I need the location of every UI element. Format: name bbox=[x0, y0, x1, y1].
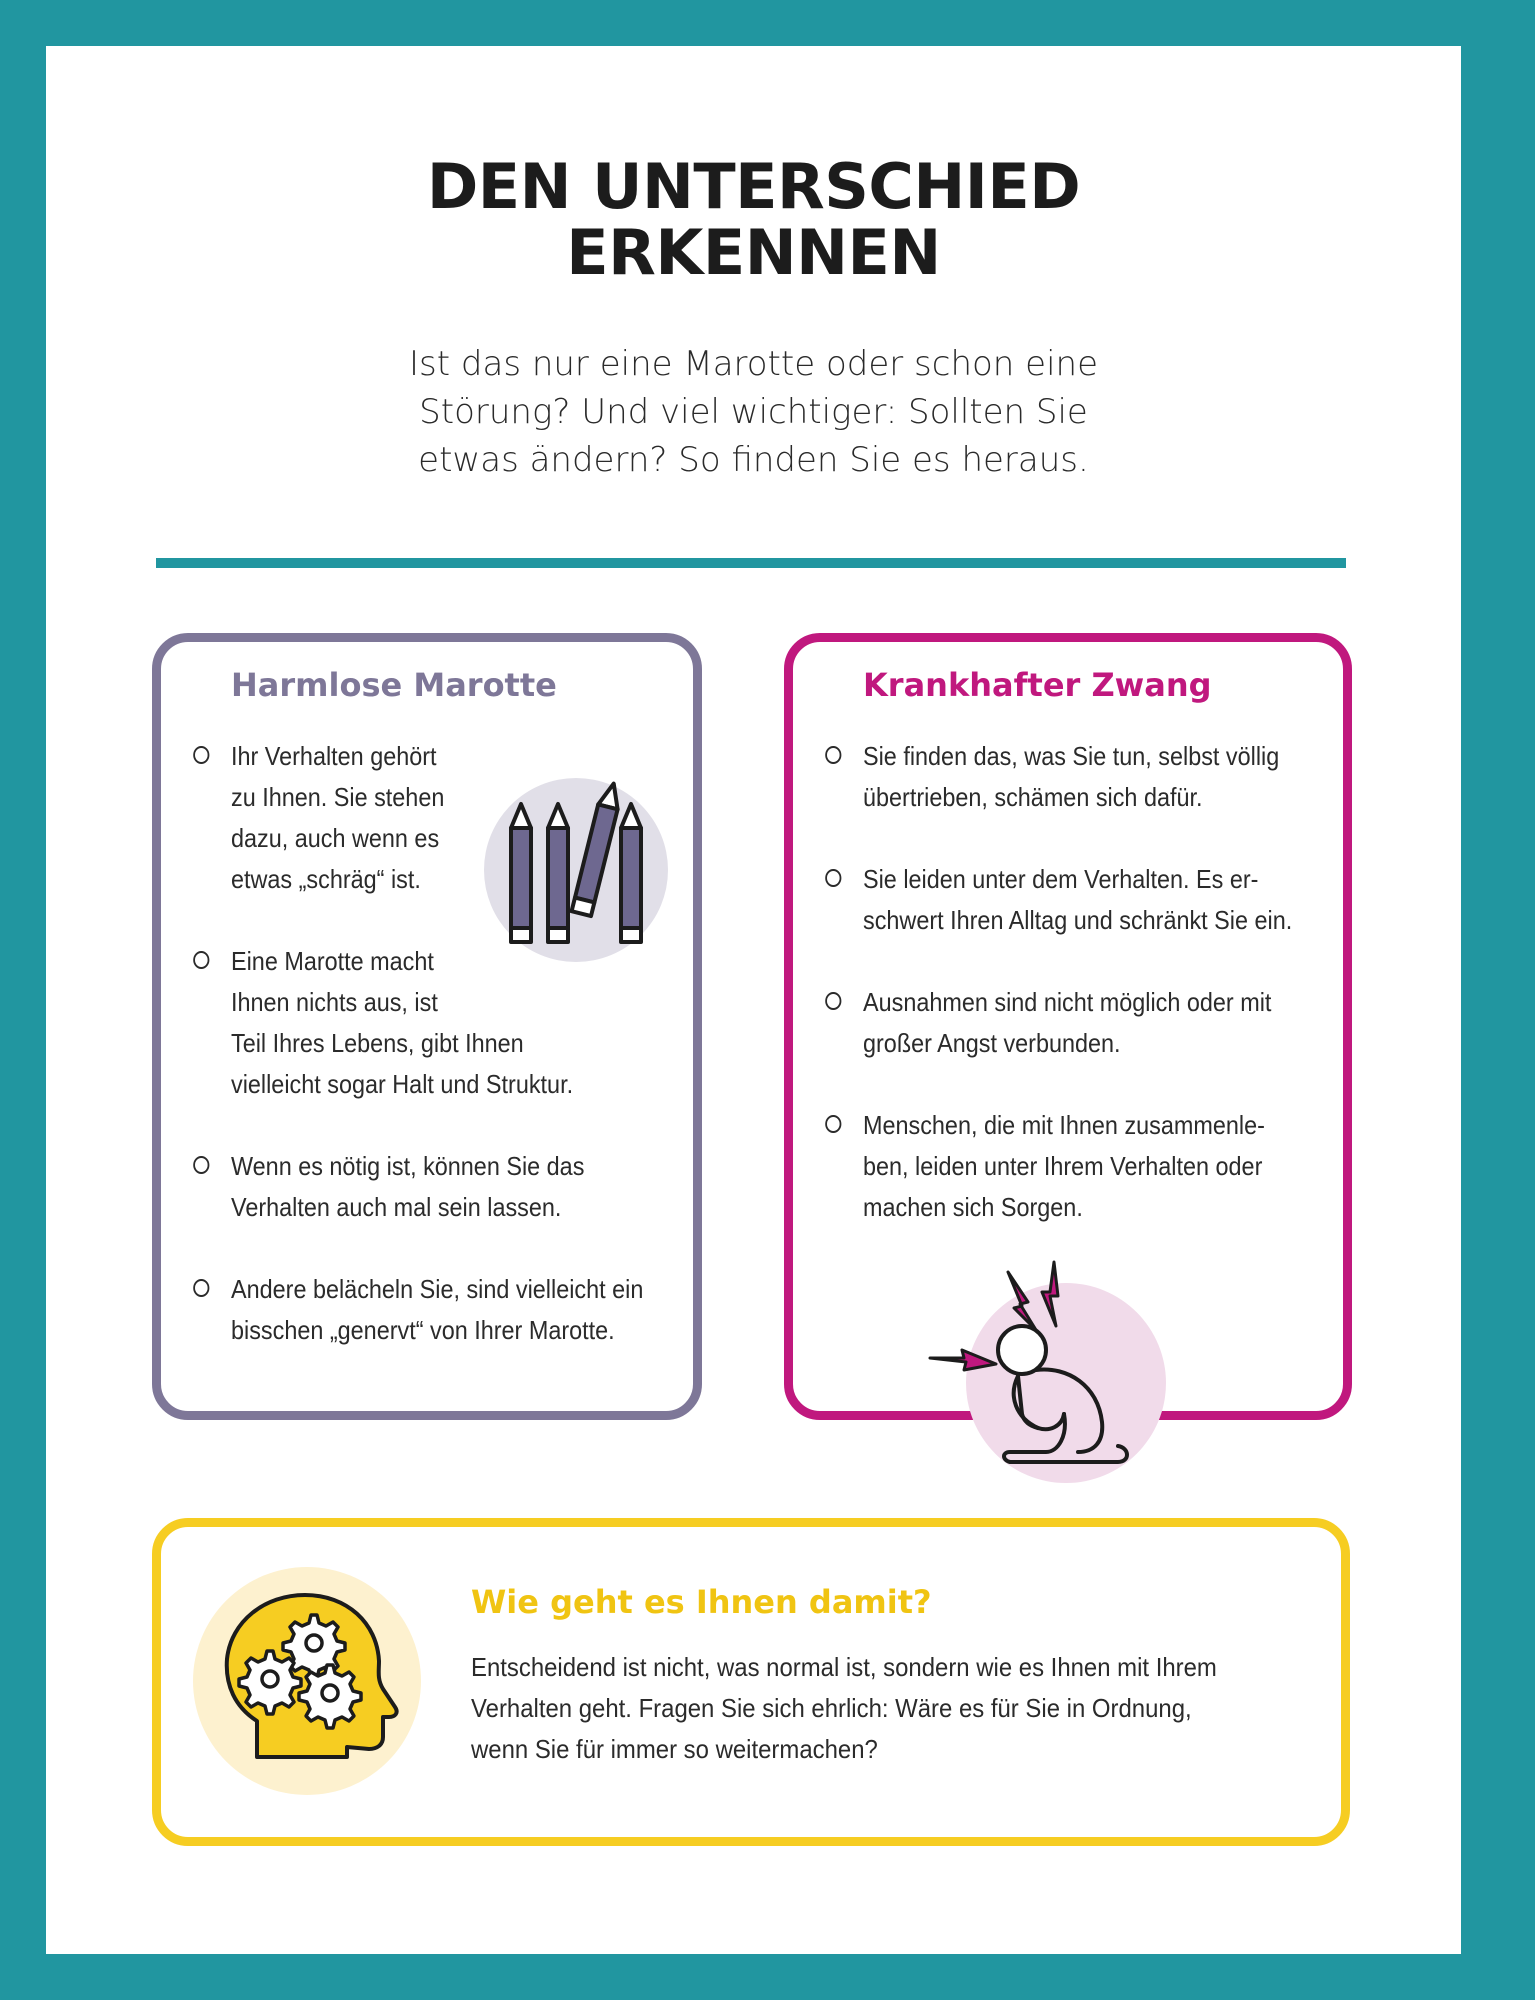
harmless-item-4 bbox=[231, 1269, 643, 1351]
bullet-circle-icon bbox=[825, 869, 841, 887]
item-line: großer Angst verbunden. bbox=[863, 1028, 1121, 1058]
item-line: Teil Ihres Lebens, gibt Ihnen bbox=[231, 1028, 524, 1058]
reflection-line: wenn Sie für immer so weitermachen? bbox=[471, 1734, 878, 1764]
item-line: Sie finden das, was Sie tun, selbst völlig bbox=[863, 741, 1280, 771]
bullet-circle-icon bbox=[193, 951, 209, 969]
intro-text bbox=[316, 340, 1191, 484]
item-line: etwas „schräg“ ist. bbox=[231, 864, 421, 894]
reflection-text bbox=[471, 1647, 1225, 1770]
harmless-item-1 bbox=[231, 736, 444, 900]
item-line: machen sich Sorgen. bbox=[863, 1192, 1083, 1222]
intro-line-3: etwas ändern? So finden Sie es heraus. bbox=[418, 440, 1089, 480]
bullet-circle-icon bbox=[193, 1156, 209, 1174]
pencils-icon bbox=[481, 770, 671, 970]
item-line: ben, leiden unter Ihrem Verhalten oder bbox=[863, 1151, 1263, 1181]
item-line: dazu, auch wenn es bbox=[231, 823, 440, 853]
item-line: Wenn es nötig ist, können Sie das bbox=[231, 1151, 585, 1181]
compulsion-heading: Krankhafter Zwang bbox=[863, 666, 1212, 704]
title-line-1: DEN UNTERSCHIED bbox=[426, 150, 1081, 223]
item-line: Menschen, die mit Ihnen zusammenle- bbox=[863, 1110, 1265, 1140]
intro-line-1: Ist das nur eine Marotte oder schon eine bbox=[409, 344, 1098, 384]
bullet-circle-icon bbox=[193, 1279, 209, 1297]
bullet-circle-icon bbox=[193, 746, 209, 764]
page-title bbox=[46, 150, 1461, 289]
harmless-item-3 bbox=[231, 1146, 584, 1228]
item-line: Sie leiden unter dem Verhalten. Es er- bbox=[863, 864, 1259, 894]
item-line: Ihnen nichts aus, ist bbox=[231, 987, 438, 1017]
head-gears-icon bbox=[187, 1561, 427, 1801]
item-line: bisschen „genervt“ von Ihrer Marotte. bbox=[231, 1315, 615, 1345]
section-divider bbox=[156, 558, 1346, 568]
reflection-heading: Wie geht es Ihnen damit? bbox=[471, 1583, 932, 1621]
harmless-card bbox=[152, 633, 702, 1420]
item-line: übertrieben, schämen sich dafür. bbox=[863, 782, 1203, 812]
compulsion-item-4 bbox=[863, 1105, 1265, 1228]
reflection-card bbox=[152, 1518, 1350, 1846]
reflection-line: Verhalten geht. Fragen Sie sich ehrlich: Wäre es für Sie in Ordnung, bbox=[471, 1693, 1192, 1723]
item-line: Andere belächeln Sie, sind vielleicht ein bbox=[231, 1274, 644, 1304]
infographic-sheet bbox=[46, 46, 1461, 1954]
compulsion-item-2 bbox=[863, 859, 1292, 941]
harmless-heading: Harmlose Marotte bbox=[231, 666, 557, 704]
compulsion-item-3 bbox=[863, 982, 1271, 1064]
distressed-person-icon bbox=[918, 1246, 1178, 1486]
bullet-circle-icon bbox=[825, 992, 841, 1010]
item-line: vielleicht sogar Halt und Struktur. bbox=[231, 1069, 574, 1099]
bullet-circle-icon bbox=[825, 746, 841, 764]
item-line: Ihr Verhalten gehört bbox=[231, 741, 437, 771]
item-line: Eine Marotte macht bbox=[231, 946, 434, 976]
bullet-circle-icon bbox=[825, 1115, 841, 1133]
reflection-line: Entscheidend ist nicht, was normal ist, sondern wie es Ihnen mit Ihrem bbox=[471, 1652, 1217, 1682]
title-line-2: ERKENNEN bbox=[566, 216, 941, 289]
item-line: Ausnahmen sind nicht möglich oder mit bbox=[863, 987, 1272, 1017]
compulsion-item-1 bbox=[863, 736, 1279, 818]
item-line: schwert Ihren Alltag und schränkt Sie ein. bbox=[863, 905, 1293, 935]
item-line: Verhalten auch mal sein lassen. bbox=[231, 1192, 562, 1222]
item-line: zu Ihnen. Sie stehen bbox=[231, 782, 445, 812]
intro-line-2: Störung? Und viel wichtiger: Sollten Sie bbox=[419, 392, 1088, 432]
